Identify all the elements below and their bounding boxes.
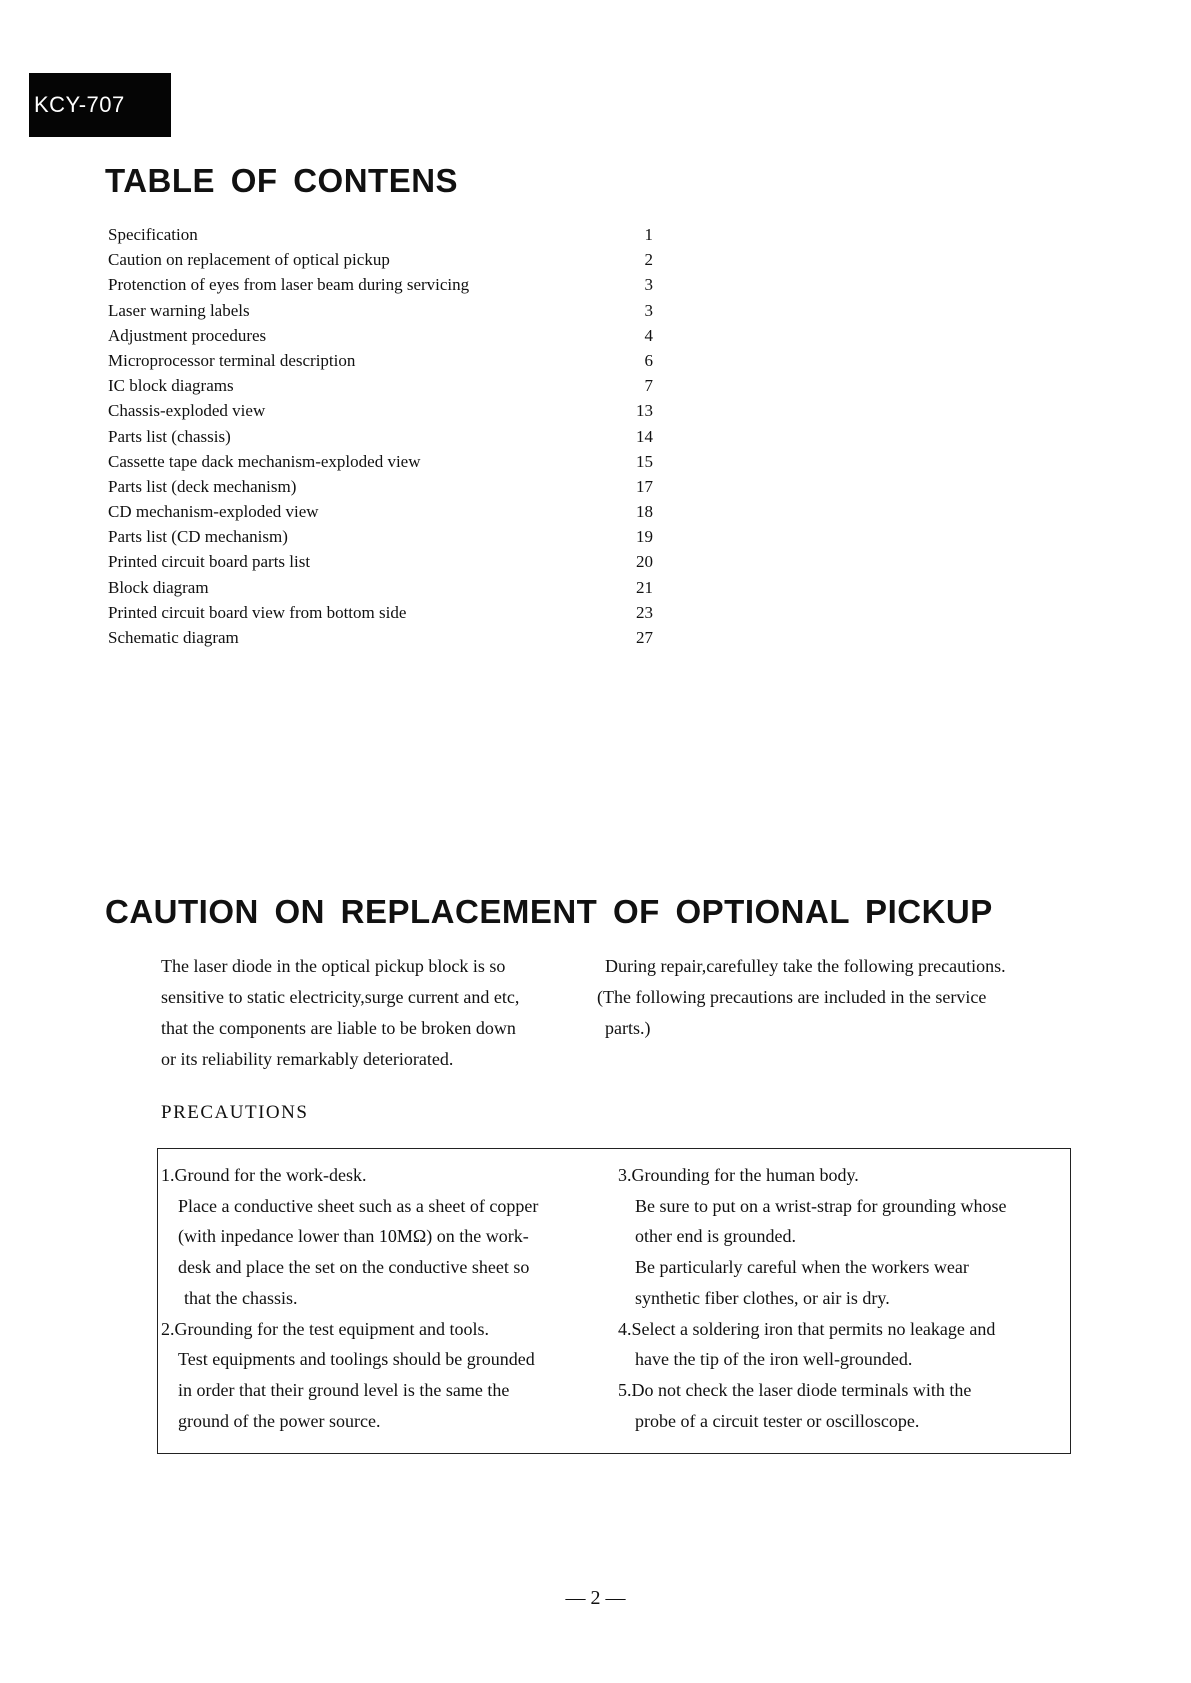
toc-entry-page: 2 [644, 250, 653, 270]
toc-entry-label: Printed circuit board parts list [108, 552, 311, 572]
intro-line: that the components are liable to be broken down [161, 1018, 516, 1038]
intro-line: The laser diode in the optical pickup block is so [161, 956, 506, 976]
intro-line: sensitive to static electricity,surge current and etc, [161, 987, 520, 1007]
precaution-line: 5.Do not check the laser diode terminals with the [618, 1379, 972, 1400]
precaution-line: Be sure to put on a wrist-strap for grounding whose [635, 1195, 1007, 1216]
precaution-line: have the tip of the iron well-grounded. [635, 1349, 913, 1370]
model-badge: KCY-707 [29, 73, 171, 137]
toc-entry-label: Specification [108, 225, 198, 244]
toc-entry-page: 7 [644, 376, 653, 396]
toc-row [108, 549, 653, 574]
intro-line: parts.) [605, 1018, 651, 1038]
toc-entry-page: 19 [636, 527, 653, 547]
precaution-line: that the chassis. [184, 1287, 298, 1308]
toc-entry-page: 4 [644, 325, 653, 345]
toc-row [108, 247, 653, 272]
toc-entry-page: 3 [644, 275, 653, 295]
toc-entry-page: 17 [636, 476, 653, 496]
page-number: — 2 — [565, 1587, 626, 1609]
toc-entry-label: Protenction of eyes from laser beam during servicing [108, 275, 470, 295]
toc-row [108, 222, 653, 247]
toc-title: TABLE OF CONTENS [105, 162, 459, 199]
toc-entry-page: 27 [636, 628, 653, 647]
caution-title: CAUTION ON REPLACEMENT OF OPTIONAL PICKUP [105, 893, 993, 930]
caution-intro-right [597, 951, 1075, 1044]
toc-entry-label: Printed circuit board view from bottom side [108, 602, 407, 622]
toc-entry-page: 1 [644, 225, 653, 244]
toc-entry-page: 23 [636, 602, 653, 622]
precaution-line: 4.Select a soldering iron that permits no leakage and [618, 1318, 996, 1339]
precaution-line: Place a conductive sheet such as a sheet of copper [178, 1195, 539, 1216]
toc-row [108, 272, 653, 297]
toc-row [108, 524, 653, 549]
intro-line: During repair,carefulley take the following precautions. [605, 956, 1006, 976]
toc-row [108, 474, 653, 499]
precaution-line: probe of a circuit tester or oscilloscope. [635, 1410, 920, 1431]
precaution-line: 1.Ground for the work-desk. [161, 1165, 367, 1185]
precaution-line: 3.Grounding for the human body. [618, 1165, 859, 1185]
toc-entry-label: CD mechanism-exploded view [108, 502, 319, 522]
toc-entry-label: IC block diagrams [108, 376, 234, 396]
toc-entry-page: 20 [636, 552, 653, 572]
toc-entry-label: Parts list (chassis) [108, 426, 231, 446]
toc-entry-label: Laser warning labels [108, 300, 250, 320]
intro-line: (The following precautions are included in the service [597, 987, 987, 1007]
precaution-line: ground of the power source. [178, 1410, 381, 1431]
toc-row [108, 298, 653, 323]
toc-row [108, 348, 653, 373]
toc-entry-label: Block diagram [108, 577, 209, 597]
precaution-line: in order that their ground level is the same the [178, 1379, 510, 1400]
toc-row [108, 449, 653, 474]
toc-row [108, 499, 653, 524]
precaution-line: other end is grounded. [635, 1226, 796, 1247]
precaution-line: Test equipments and toolings should be grounded [178, 1349, 535, 1370]
toc-entry-label: Cassette tape dack mechanism-exploded view [108, 451, 421, 471]
toc-entry-page: 13 [636, 401, 653, 421]
precautions-right-column [618, 1160, 1068, 1436]
toc-row [108, 373, 653, 398]
toc-entry-page: 3 [644, 300, 653, 320]
precaution-line: 2.Grounding for the test equipment and tools. [161, 1318, 489, 1339]
toc-entry-label: Chassis-exploded view [108, 401, 266, 421]
toc-row [108, 398, 653, 423]
toc-entry-page: 18 [636, 502, 653, 522]
precautions-heading: PRECAUTIONS [161, 1102, 309, 1123]
precaution-line: desk and place the set on the conductive sheet so [178, 1257, 530, 1278]
toc-entry-label: Parts list (CD mechanism) [108, 527, 288, 547]
toc-row [108, 625, 653, 650]
precaution-line: Be particularly careful when the workers wear [635, 1257, 969, 1278]
toc-entry-page: 21 [636, 577, 653, 597]
toc-row [108, 600, 653, 625]
toc-entry-label: Caution on replacement of optical pickup [108, 250, 390, 270]
precautions-left-column [161, 1160, 601, 1436]
caution-intro-left [161, 951, 586, 1075]
toc-entry-label: Schematic diagram [108, 628, 239, 647]
toc-entry-label: Parts list (deck mechanism) [108, 476, 297, 496]
toc-entry-page: 15 [636, 451, 653, 471]
toc-row [108, 575, 653, 600]
toc-entry-page: 14 [636, 426, 653, 446]
toc-row [108, 323, 653, 348]
toc-row [108, 424, 653, 449]
precaution-line: (with inpedance lower than 10MΩ) on the work- [178, 1226, 529, 1247]
toc-entry-page: 6 [644, 350, 653, 370]
precaution-line: synthetic fiber clothes, or air is dry. [635, 1287, 890, 1308]
toc-entry-label: Microprocessor terminal description [108, 350, 356, 370]
table-of-contents [108, 222, 653, 650]
toc-entry-label: Adjustment procedures [108, 325, 267, 345]
intro-line: or its reliability remarkably deteriorated. [161, 1049, 454, 1069]
